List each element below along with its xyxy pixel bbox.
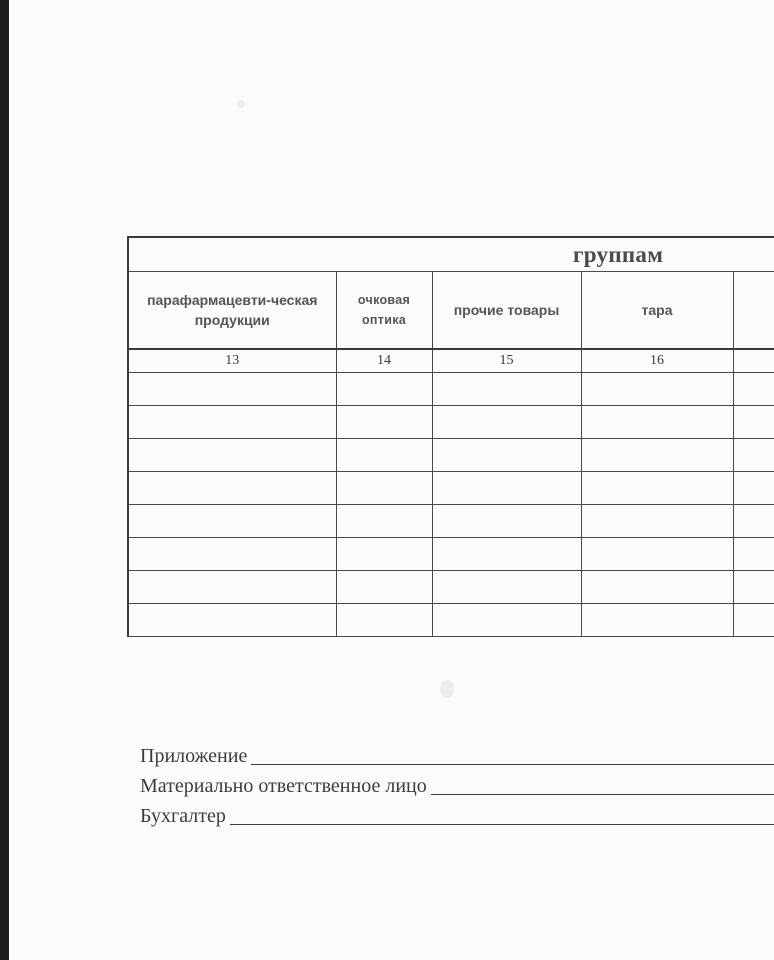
table-row (128, 406, 774, 439)
column-header-label: очковая оптика (357, 293, 411, 327)
column-header-row (128, 272, 774, 350)
table-cell[interactable] (733, 505, 774, 538)
column-header-cut-off (733, 272, 774, 350)
attachment-label: Приложение (140, 745, 248, 767)
table-cell[interactable] (432, 538, 581, 571)
table-cell[interactable] (432, 406, 581, 439)
accountant-label: Бухгалтер (140, 805, 226, 827)
column-number: 15 (432, 349, 581, 373)
column-number: 14 (336, 349, 432, 373)
table-cell[interactable] (733, 571, 774, 604)
table-cell[interactable] (733, 604, 774, 637)
table-cell[interactable] (733, 472, 774, 505)
column-header-other-goods (432, 272, 581, 350)
table-row (128, 571, 774, 604)
table-cell[interactable] (128, 472, 336, 505)
column-header-label: тара (641, 302, 673, 318)
table-cell[interactable] (733, 538, 774, 571)
responsible-person-line (140, 768, 774, 798)
column-number: 16 (581, 349, 733, 373)
column-header-label: прочие товары (453, 302, 560, 318)
table-cell[interactable] (432, 571, 581, 604)
table-cell[interactable] (432, 604, 581, 637)
table-cell[interactable] (336, 604, 432, 637)
table-row (128, 373, 774, 406)
table-cell[interactable] (581, 373, 733, 406)
table-row (128, 472, 774, 505)
column-number-row (128, 349, 774, 373)
table-cell[interactable] (733, 439, 774, 472)
goods-groups-table (127, 236, 774, 637)
table-cell[interactable] (581, 505, 733, 538)
attachment-field[interactable] (251, 744, 774, 765)
group-title-row (128, 237, 774, 272)
table-cell[interactable] (581, 538, 733, 571)
accountant-line (140, 798, 774, 828)
responsible-person-field[interactable] (431, 774, 774, 795)
table-cell[interactable] (128, 538, 336, 571)
table-cell[interactable] (581, 604, 733, 637)
table-body (128, 373, 774, 637)
table-row (128, 538, 774, 571)
responsible-person-label: Материально ответственное лицо (140, 775, 427, 797)
scan-left-edge (0, 0, 9, 960)
table-cell[interactable] (336, 571, 432, 604)
column-header-label: парафармацевти-ческая продукции (147, 292, 318, 328)
table-cell[interactable] (432, 373, 581, 406)
table-cell[interactable] (733, 406, 774, 439)
table-cell[interactable] (336, 538, 432, 571)
scan-smudge (237, 100, 245, 108)
table-cell[interactable] (336, 406, 432, 439)
table-cell[interactable] (432, 505, 581, 538)
table-cell[interactable] (581, 571, 733, 604)
table-cell[interactable] (336, 472, 432, 505)
table-cell[interactable] (336, 373, 432, 406)
table-cell[interactable] (581, 439, 733, 472)
table-cell[interactable] (581, 472, 733, 505)
table-cell[interactable] (581, 406, 733, 439)
table-cell[interactable] (733, 373, 774, 406)
column-number: 13 (128, 349, 336, 373)
attachment-line (140, 738, 774, 768)
scan-smudge (440, 680, 454, 698)
group-title: группам (128, 237, 774, 272)
column-header-container (581, 272, 733, 350)
column-number (733, 349, 774, 373)
table-cell[interactable] (128, 505, 336, 538)
signature-block (140, 738, 774, 828)
table-cell[interactable] (128, 571, 336, 604)
table-cell[interactable] (128, 373, 336, 406)
table-row (128, 439, 774, 472)
table-row (128, 604, 774, 637)
table-cell[interactable] (128, 406, 336, 439)
table-cell[interactable] (432, 439, 581, 472)
table-row (128, 505, 774, 538)
accountant-field[interactable] (230, 804, 774, 825)
table-cell[interactable] (432, 472, 581, 505)
column-header-optics (336, 272, 432, 350)
table-cell[interactable] (128, 439, 336, 472)
table-cell[interactable] (336, 505, 432, 538)
table-cell[interactable] (336, 439, 432, 472)
table-cell[interactable] (128, 604, 336, 637)
column-header-parapharmaceutical (128, 272, 336, 350)
